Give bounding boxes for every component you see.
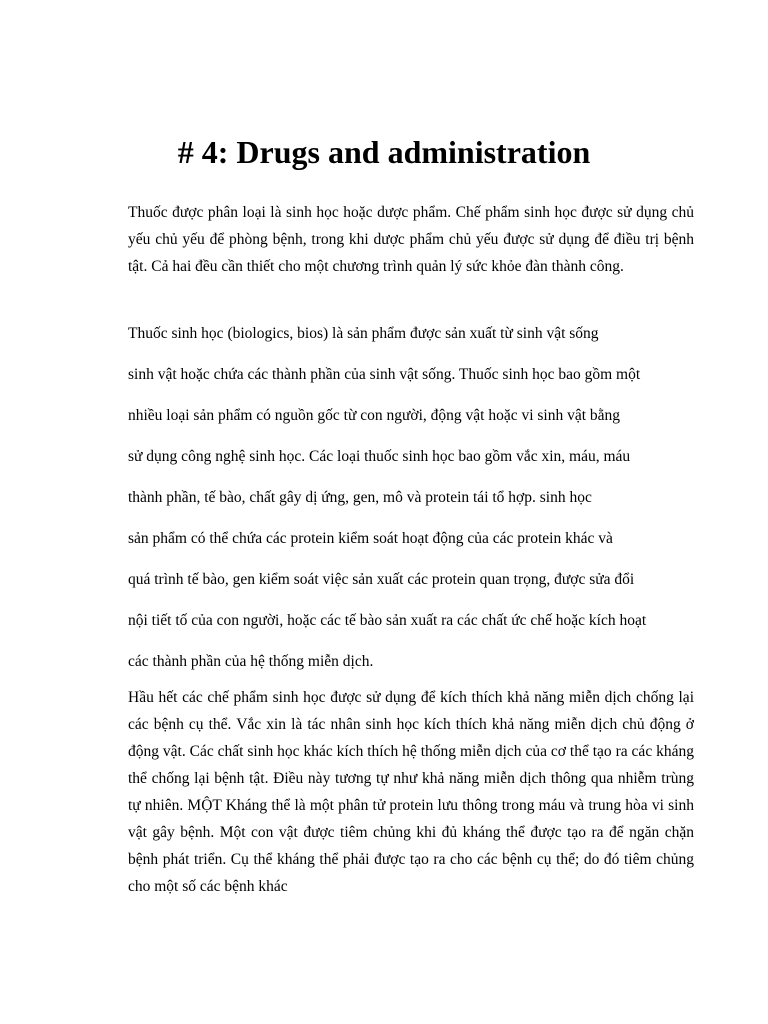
paragraph-biologics-line: sinh vật hoặc chứa các thành phần của sinh vật sống. Thuốc sinh học bao gồm một <box>128 366 641 383</box>
paragraph-biologics-line: các thành phần của hệ thống miễn dịch. <box>128 653 374 670</box>
paragraph-drug-classification: Thuốc được phân loại là sinh học hoặc dược phẩm. Chế phẩm sinh học được sử dụng chủ yếu chủ yếu để phòng bệnh, trong khi dược phẩm chủ yếu được sử dụng để điều trị bệnh tật. Cả hai đều cần thiết cho một chương trình quản lý sức khỏe đàn thành công. <box>128 204 694 275</box>
paragraph-biologics-line: sản phẩm có thể chứa các protein kiểm soát hoạt động của các protein khác và <box>128 530 613 547</box>
paragraph-immunity: Hầu hết các chế phẩm sinh học được sử dụng để kích thích khả năng miễn dịch chống lại các bệnh cụ thể. Vắc xin là tác nhân sinh học kích thích khả năng miễn dịch chủ động ở động vật. Các chất sinh học khác kích thích hệ thống miễn dịch của cơ thể tạo ra các kháng thể chống lại bệnh tật. Điều này tương tự như khả năng miễn dịch thông qua nhiễm trùng tự nhiên. MỘT Kháng thể là một phân tử protein lưu thông trong máu và trung hòa vi sinh vật gây bệnh. Một con vật được tiêm chủng khi đủ kháng thể được tạo ra để ngăn chặn bệnh phát triển. Cụ thể kháng thể phải được tạo ra cho các bệnh cụ thể; do đó tiêm chủng cho một số các bệnh khác <box>128 689 694 895</box>
document-title: # 4: Drugs and administration <box>177 134 591 170</box>
paragraph-biologics-line: sử dụng công nghệ sinh học. Các loại thuốc sinh học bao gồm vắc xin, máu, máu <box>128 448 631 465</box>
paragraph-biologics-line: thành phần, tế bào, chất gây dị ứng, gen, mô và protein tái tổ hợp. sinh học <box>128 489 592 506</box>
paragraph-biologics-line: nội tiết tố của con người, hoặc các tế bào sản xuất ra các chất ức chế hoặc kích hoạt <box>128 612 647 629</box>
paragraph-biologics-line: quá trình tế bào, gen kiểm soát việc sản xuất các protein quan trọng, được sửa đổi <box>128 571 635 588</box>
paragraph-biologics-line: Thuốc sinh học (biologics, bios) là sản phẩm được sản xuất từ sinh vật sống <box>128 325 599 342</box>
paragraph-biologics-line: nhiều loại sản phẩm có nguồn gốc từ con người, động vật hoặc vi sinh vật bằng <box>128 407 621 424</box>
